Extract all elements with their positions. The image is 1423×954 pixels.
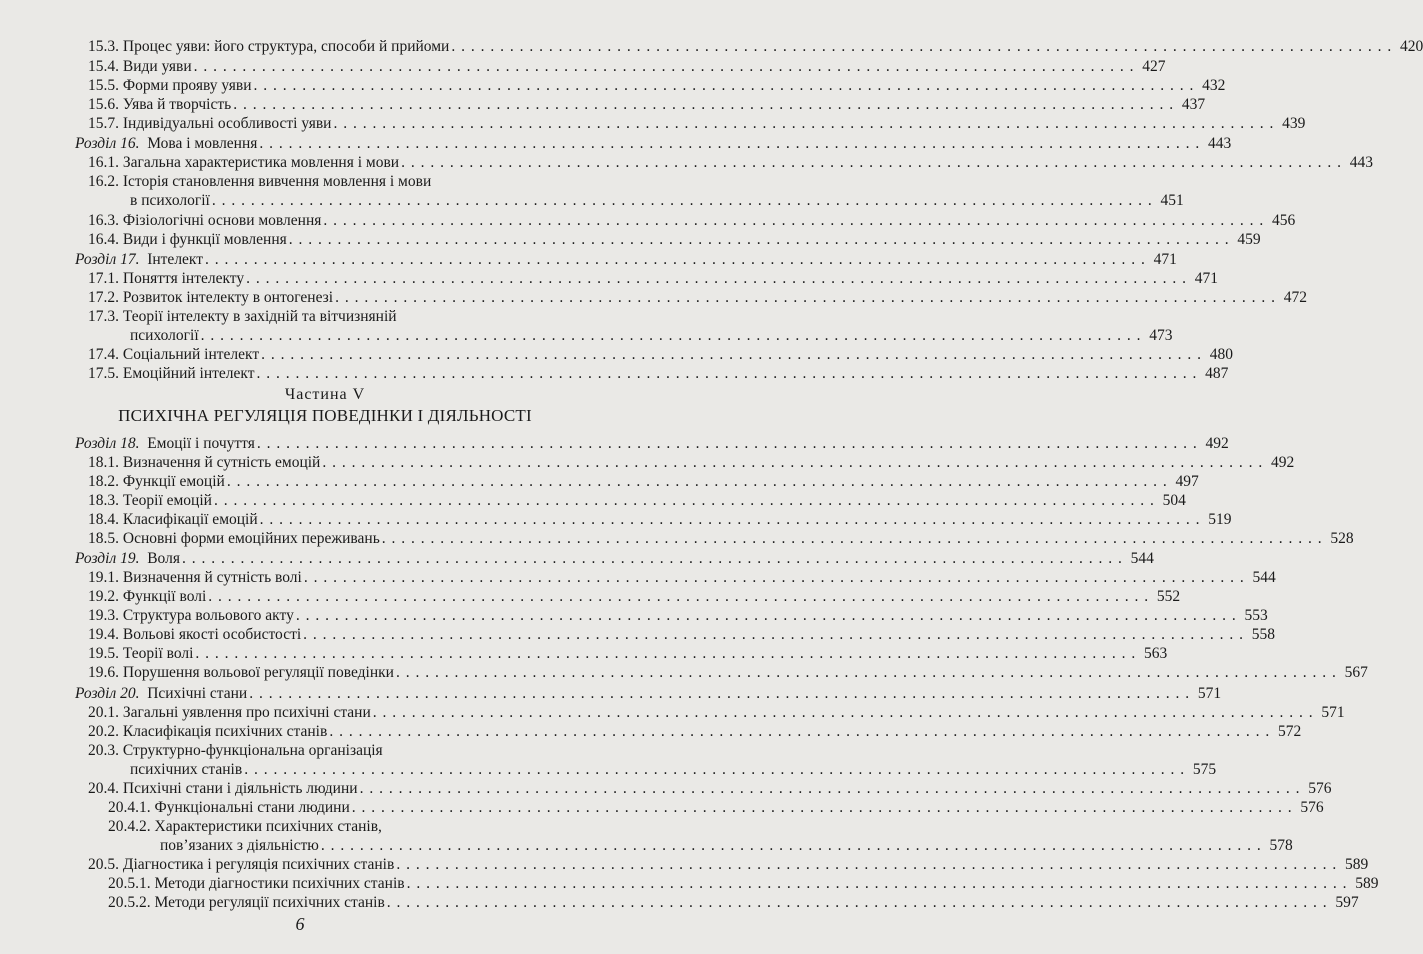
toc-entry-title [88, 57, 192, 76]
dot-leader [304, 568, 1245, 587]
dot-leader [296, 606, 1237, 625]
dot-leader [261, 345, 1202, 364]
entry-text: 18.5. Основні форми емоційних переживань [88, 530, 380, 547]
toc-row [88, 288, 1307, 307]
toc-page-number: 558 [1251, 626, 1276, 643]
toc-row [88, 606, 1268, 625]
dot-leader [208, 587, 1149, 606]
entry-text: 18.4. Класифікації емоцій [88, 511, 258, 528]
toc-page-number: 443 [1208, 135, 1232, 152]
chapter-prefix: Розділ 19. [75, 550, 140, 567]
toc-entry-title [88, 644, 193, 663]
toc-entry-title [88, 76, 252, 95]
entry-text: 16.3. Фізіологічні основи мовлення [88, 212, 322, 229]
toc-row [88, 307, 582, 326]
dot-leader [182, 549, 1123, 568]
toc-entry-title [108, 893, 385, 912]
entry-text: 16.2. Історія становлення вивчення мовлення і мови [88, 173, 432, 190]
toc-entry-title [88, 529, 380, 548]
entry-text: 20.1. Загальні уявлення про психічні стани [88, 704, 371, 721]
toc-entry-title [88, 211, 321, 230]
toc-page-number: 471 [1194, 270, 1218, 287]
dot-leader [373, 703, 1314, 722]
dot-leader [360, 779, 1301, 798]
toc-entry-title [130, 760, 242, 779]
entry-text: Воля [147, 550, 180, 567]
toc-page-number: 597 [1335, 894, 1359, 911]
toc-page-number: 589 [1344, 856, 1369, 873]
toc-page-number: 528 [1330, 530, 1354, 547]
entry-text: 17.2. Розвиток інтелекту в онтогенезі [88, 289, 334, 306]
toc-entry-title [75, 250, 203, 269]
toc-row [88, 625, 1276, 644]
entry-text: 20.5. Діагностика і регуляція психічних станів [88, 856, 395, 873]
toc-page-number: 443 [1349, 154, 1373, 171]
entry-text: 20.3. Структурно-функціональна організація [88, 742, 383, 759]
dot-leader [259, 134, 1200, 153]
entry-text: Інтелект [147, 251, 204, 268]
dot-leader [329, 722, 1270, 741]
toc-chapter-row [75, 134, 1232, 153]
chapter-prefix: Розділ 18. [75, 435, 140, 452]
entry-text: 18.3. Теорії емоцій [88, 492, 212, 509]
entry-text: 20.4.2. Характеристики психічних станів, [108, 818, 382, 835]
toc-page-number: 492 [1270, 454, 1295, 471]
toc-entry-title [88, 269, 244, 288]
part-label: Частина V [284, 386, 366, 403]
toc-page-number: 567 [1344, 664, 1368, 681]
entry-text: 20.5.1. Методи діагностики психічних станів [108, 875, 405, 892]
toc-row [88, 230, 1261, 249]
toc-page-number: 563 [1144, 645, 1168, 662]
toc-entry-title [108, 874, 405, 893]
entry-text: 19.3. Структура вольового акту [88, 607, 294, 624]
entry-text: 19.1. Визначення й сутність волі [88, 569, 302, 586]
toc-entry-title [88, 114, 331, 133]
toc-entry-title [88, 472, 225, 491]
dot-leader [335, 288, 1276, 307]
toc-entry-title [88, 779, 358, 798]
toc-page-number: 480 [1209, 346, 1233, 363]
entry-text: 15.3. Процес уяви: його структура, способи й прийоми [88, 38, 450, 55]
entry-text: 19.5. Теорії волі [88, 645, 194, 662]
toc-chapter-row [75, 250, 1177, 269]
toc-row [88, 76, 1226, 95]
toc-row [88, 453, 1295, 472]
toc-entry-title [108, 818, 382, 835]
toc-entry-title [88, 37, 449, 56]
toc-page-number: 571 [1321, 704, 1345, 721]
toc-row [88, 703, 1345, 722]
toc-row [108, 893, 1359, 912]
toc-row [88, 211, 1296, 230]
toc-page-number: 427 [1142, 58, 1166, 75]
entry-text: 17.4. Соціальний інтелект [88, 346, 260, 363]
dot-leader [227, 472, 1168, 491]
toc-row [88, 855, 1369, 874]
toc-row [88, 587, 1181, 606]
toc-entry-title [88, 722, 327, 741]
toc-page-number: 544 [1252, 569, 1276, 586]
entry-text: 19.4. Вольові якості особистості [88, 626, 302, 643]
entry-text: 18.2. Функції емоцій [88, 473, 225, 490]
entry-text: психології [130, 327, 199, 344]
toc-page-number: 487 [1205, 365, 1229, 382]
toc-row [108, 874, 1379, 893]
toc-row [88, 269, 1218, 288]
toc-row [88, 779, 1332, 798]
toc-page-number: 459 [1237, 231, 1261, 248]
toc-entry-title [88, 606, 294, 625]
dot-leader [407, 874, 1348, 893]
toc-row [88, 568, 1276, 587]
dot-leader [246, 269, 1187, 288]
toc-entry-title [75, 134, 257, 153]
toc-entry-title [88, 703, 371, 722]
toc-entry-title [75, 549, 180, 568]
toc-entry-title [88, 510, 258, 529]
entry-text: 19.2. Функції волі [88, 588, 207, 605]
dot-leader [212, 191, 1153, 210]
toc-entry-title [88, 153, 399, 172]
toc-page-number: 553 [1244, 607, 1268, 624]
toc-row [88, 345, 1233, 364]
dot-leader [352, 798, 1293, 817]
toc-page-number: 456 [1272, 212, 1296, 229]
toc-row [88, 37, 1423, 56]
toc-row [88, 95, 1206, 114]
dot-leader [249, 684, 1190, 703]
chapter-prefix: Розділ 16. [75, 135, 140, 152]
entry-text: 17.3. Теорії інтелекту в західній та вітчизняній [88, 308, 397, 325]
toc-entry-title [88, 345, 259, 364]
dot-leader [254, 76, 1195, 95]
entry-text: 15.5. Форми прояву уяви [88, 77, 252, 94]
entry-text: Мова і мовлення [147, 135, 258, 152]
toc-chapter-row [75, 684, 1222, 703]
dot-leader [260, 510, 1201, 529]
toc-chapter-row [75, 549, 1154, 568]
chapter-prefix: Розділ 20. [75, 685, 140, 702]
toc-row [108, 817, 582, 836]
toc-page-number: 552 [1156, 588, 1181, 605]
dot-leader [333, 114, 1274, 133]
toc-row [88, 114, 1306, 133]
dot-leader [233, 95, 1174, 114]
entry-text: пов’язаних з діяльністю [160, 837, 319, 854]
entry-text: 16.1. Загальна характеристика мовлення і мови [88, 154, 400, 171]
entry-text: 19.6. Порушення вольової регуляції поведінки [88, 664, 394, 681]
dot-leader [214, 491, 1155, 510]
entry-text: Емоції і почуття [147, 435, 255, 452]
toc-page-number: 576 [1308, 780, 1332, 797]
toc-page-number: 497 [1175, 473, 1199, 490]
dot-leader [321, 836, 1262, 855]
toc-page-number: 544 [1130, 550, 1154, 567]
toc-row [88, 57, 1166, 76]
toc-entry-title [88, 173, 431, 190]
entry-text: 20.4.1. Функціональні стани людини [108, 799, 350, 816]
toc-page-number: 472 [1283, 289, 1307, 306]
toc-page-number: 572 [1277, 723, 1302, 740]
dot-leader [323, 211, 1264, 230]
entry-text: 20.2. Класифікація психічних станів [88, 723, 328, 740]
toc-page-number: 578 [1269, 837, 1293, 854]
page-number: 6 [295, 914, 305, 934]
toc-page-number: 571 [1197, 685, 1222, 702]
toc-entry-title [88, 95, 231, 114]
toc-row [130, 760, 1217, 779]
toc-row [88, 491, 1186, 510]
entry-text: 18.1. Визначення й сутність емоцій [88, 454, 321, 471]
toc-page-number: 439 [1282, 115, 1306, 132]
entry-text: 16.4. Види і функції мовлення [88, 231, 287, 248]
entry-text: 20.5.2. Методи регуляції психічних станів [108, 894, 385, 911]
toc-entry-title [88, 230, 287, 249]
toc-row [88, 153, 1373, 172]
dot-leader [396, 663, 1337, 682]
toc-entry-title [75, 684, 247, 703]
toc-page-number: 432 [1202, 77, 1226, 94]
toc-entry-title [88, 453, 320, 472]
toc-page-number: 576 [1300, 799, 1324, 816]
entry-text: 17.5. Емоційний інтелект [88, 365, 255, 382]
dot-leader [194, 57, 1135, 76]
dot-leader [387, 893, 1328, 912]
toc-page-number: 473 [1149, 327, 1173, 344]
toc-entry-title [88, 288, 333, 307]
toc-row [88, 722, 1302, 741]
toc-entry-title [88, 587, 206, 606]
toc-entry-title [88, 742, 383, 759]
toc-row [160, 836, 1293, 855]
toc-page-number: 589 [1355, 875, 1379, 892]
toc-row [88, 663, 1368, 682]
toc-page-number: 451 [1160, 192, 1184, 209]
toc-row [130, 191, 1184, 210]
entry-text: 15.6. Уява й творчість [88, 96, 232, 113]
toc-row [88, 510, 1232, 529]
toc-row [88, 741, 582, 760]
dot-leader [401, 153, 1342, 172]
toc-row [88, 472, 1199, 491]
toc-page-number: 492 [1205, 435, 1229, 452]
entry-text: 15.7. Індивідуальні особливості уяви [88, 115, 332, 132]
toc-entry-title [75, 434, 255, 453]
dot-leader [257, 364, 1198, 383]
toc-row [88, 644, 1168, 663]
dot-leader [382, 529, 1323, 548]
entry-text: в психології [130, 192, 210, 209]
toc-entry-title [160, 836, 319, 855]
dot-leader [289, 230, 1230, 249]
dot-leader [205, 250, 1146, 269]
toc-entry-title [130, 191, 210, 210]
toc-entry-title [88, 364, 255, 383]
toc-entry-title [88, 625, 301, 644]
toc-row [130, 326, 1173, 345]
toc-entry-title [130, 326, 199, 345]
part-heading: ПСИХІЧНА РЕГУЛЯЦІЯ ПОВЕДІНКИ І ДІЯЛЬНОСТІ [118, 406, 532, 425]
entry-text: 17.1. Поняття інтелекту [88, 270, 245, 287]
dot-leader [257, 434, 1198, 453]
toc-page-number: 437 [1181, 96, 1206, 113]
dot-leader [303, 625, 1244, 644]
toc-chapter-row [75, 434, 1229, 453]
entry-text: 20.4. Психічні стани і діяльність людини [88, 780, 358, 797]
toc-row [88, 172, 582, 191]
toc-entry-title [88, 663, 394, 682]
toc-row [108, 798, 1324, 817]
chapter-prefix: Розділ 17. [75, 251, 140, 268]
toc-entry-title [88, 568, 302, 587]
toc-entry-title [88, 491, 212, 510]
toc-page-number: 420 [1399, 38, 1423, 55]
dot-leader [451, 37, 1392, 56]
dot-leader [322, 453, 1263, 472]
dot-leader [195, 644, 1136, 663]
toc-page-number: 519 [1208, 511, 1232, 528]
toc-row [88, 529, 1354, 548]
toc-page-number: 575 [1192, 761, 1217, 778]
entry-text: 15.4. Види уяви [88, 58, 192, 75]
toc-page-number: 471 [1153, 251, 1177, 268]
entry-text: психічних станів [130, 761, 243, 778]
dot-leader [244, 760, 1185, 779]
toc-entry-title [108, 798, 350, 817]
entry-text: Психічні стани [147, 685, 248, 702]
toc-row [88, 364, 1229, 383]
toc-page-number: 504 [1162, 492, 1186, 509]
dot-leader [201, 326, 1142, 345]
dot-leader [396, 855, 1337, 874]
toc-entry-title [88, 855, 394, 874]
toc-entry-title [88, 308, 397, 325]
